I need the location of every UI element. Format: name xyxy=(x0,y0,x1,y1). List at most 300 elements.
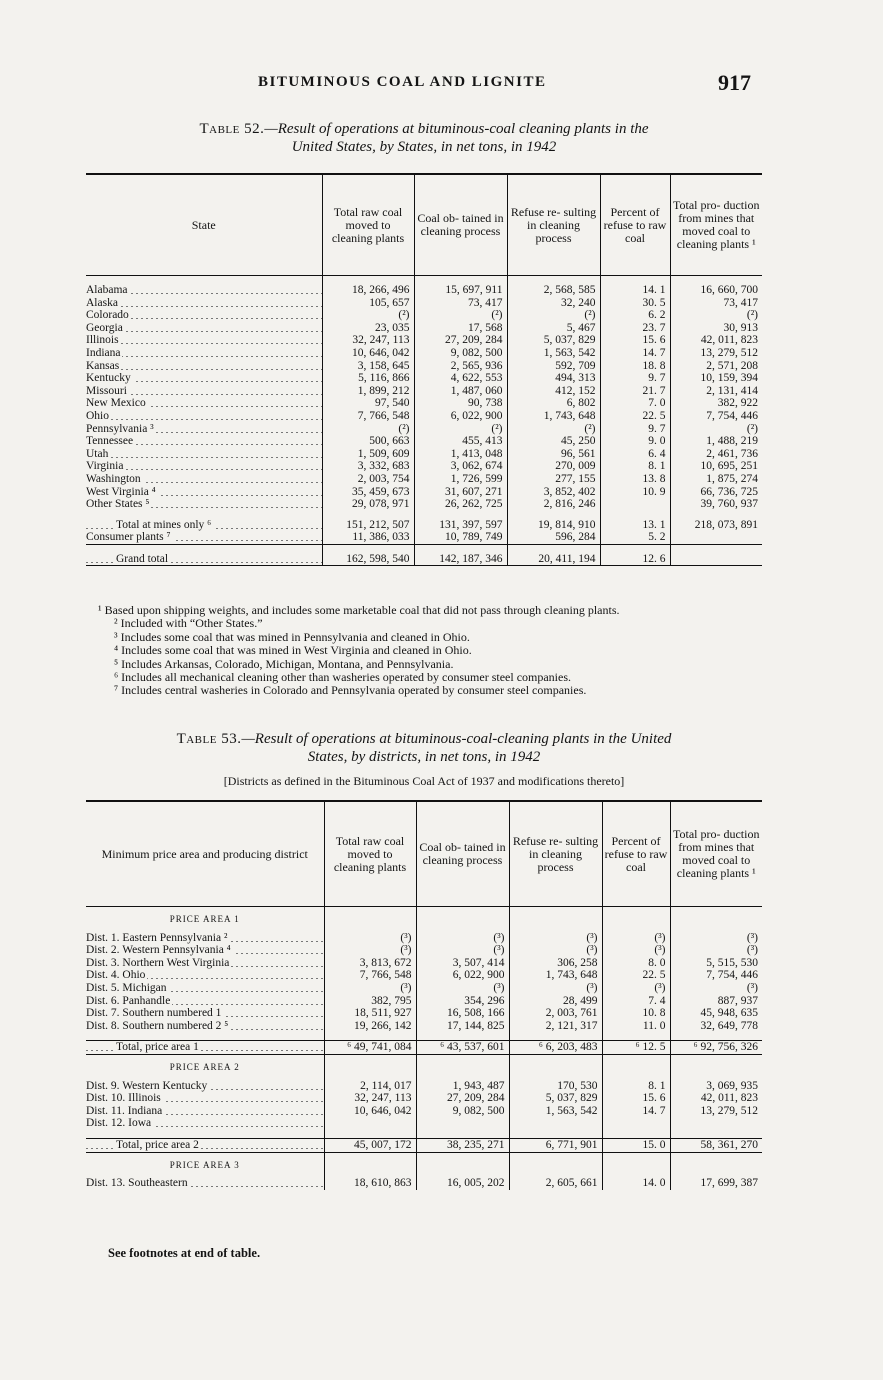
table-cell: 131, 397, 597 xyxy=(414,519,507,532)
state-row xyxy=(86,423,762,436)
row-label xyxy=(86,498,322,511)
table-cell: (³) xyxy=(602,982,670,995)
district-row xyxy=(86,944,762,957)
table-cell: 2, 114, 017 xyxy=(324,1080,416,1093)
row-label-text: Dist. 11. Indiana xyxy=(86,1104,163,1117)
table-cell: 12. 6 xyxy=(600,553,670,566)
row-label-text: Total, price area 1 xyxy=(116,1041,199,1054)
state-row xyxy=(86,297,762,310)
table-cell: (³) xyxy=(416,982,509,995)
table-cell: 218, 073, 891 xyxy=(670,519,762,532)
row-label xyxy=(86,297,322,310)
table-cell: (³) xyxy=(416,932,509,945)
spacer-cell xyxy=(602,1130,670,1139)
table-cell: 19, 266, 142 xyxy=(324,1020,416,1033)
table-cell: (²) xyxy=(670,309,762,322)
table-cell: 7, 766, 548 xyxy=(324,969,416,982)
table53-title-line2: States, by districts, in net tons, in 1942 xyxy=(307,749,541,765)
table-cell: 11, 386, 033 xyxy=(322,531,414,544)
table-cell: (²) xyxy=(414,309,507,322)
table-cell xyxy=(600,498,670,511)
spacer-cell xyxy=(600,544,670,553)
table-cell: 10, 789, 749 xyxy=(414,531,507,544)
row-label xyxy=(86,995,324,1008)
column-header: Refuse re- sulting in cleaning process xyxy=(509,801,602,907)
table-cell: 7. 0 xyxy=(600,397,670,410)
table52-caption xyxy=(86,120,762,156)
table-cell: 26, 262, 725 xyxy=(414,498,507,511)
table-cell: 1, 563, 542 xyxy=(509,1105,602,1118)
table-cell: 7, 766, 548 xyxy=(322,410,414,423)
column-header: Percent of refuse to raw coal xyxy=(602,801,670,907)
row-label-text: Dist. 6. Panhandle xyxy=(86,994,171,1007)
row-label-text: Other States ⁵ xyxy=(86,498,150,511)
state-row xyxy=(86,322,762,335)
table-cell: 1, 726, 599 xyxy=(414,473,507,486)
row-label xyxy=(86,1020,324,1033)
table-cell: 10. 8 xyxy=(602,1007,670,1020)
row-label xyxy=(86,448,322,461)
state-row xyxy=(86,448,762,461)
row-label xyxy=(86,1177,324,1190)
spacer-cell xyxy=(670,276,762,285)
row-label xyxy=(86,1092,324,1105)
table-cell: 31, 607, 271 xyxy=(414,486,507,499)
table-cell: 10, 646, 042 xyxy=(324,1105,416,1118)
spacer-row xyxy=(86,1130,762,1139)
footnote: ⁵ Includes Arkansas, Colorado, Michigan, Montana, and Pennsylvania. xyxy=(114,656,454,671)
table-cell: 8. 1 xyxy=(600,460,670,473)
table-cell: 5. 2 xyxy=(600,531,670,544)
footnote: ⁶ Includes all mechanical cleaning other than washeries operated by consumer steel companies. xyxy=(114,670,572,685)
spacer-cell xyxy=(324,1130,416,1139)
table-cell: (²) xyxy=(322,423,414,436)
row-label-text: Ohio xyxy=(86,409,109,422)
row-label-text: Grand total xyxy=(116,552,169,565)
table-cell: 3, 852, 402 xyxy=(507,486,600,499)
row-label xyxy=(86,284,322,297)
table-cell: ⁶ 12. 5 xyxy=(602,1041,670,1055)
total-row xyxy=(86,519,762,532)
table-cell: 66, 736, 725 xyxy=(670,486,762,499)
table-cell: 162, 598, 540 xyxy=(322,553,414,566)
table-cell: 1, 875, 274 xyxy=(670,473,762,486)
row-label-text: Illinois xyxy=(86,334,119,347)
table-cell: (³) xyxy=(324,932,416,945)
row-label xyxy=(86,473,322,486)
table-cell: 38, 235, 271 xyxy=(416,1138,509,1152)
table-cell: 5, 037, 829 xyxy=(507,334,600,347)
table-cell: 1, 743, 648 xyxy=(509,969,602,982)
district-row xyxy=(86,1117,762,1130)
table-cell: 15. 6 xyxy=(602,1092,670,1105)
row-label xyxy=(86,397,322,410)
spacer-cell xyxy=(670,511,762,519)
table-cell: (³) xyxy=(670,982,762,995)
spacer-cell xyxy=(414,544,507,553)
row-label xyxy=(86,385,322,398)
table-cell: 21. 7 xyxy=(600,385,670,398)
table-cell: 73, 417 xyxy=(670,297,762,310)
table-cell: 15. 0 xyxy=(602,1138,670,1152)
table-cell: 9. 7 xyxy=(600,372,670,385)
see-footnotes-note: See footnotes at end of table. xyxy=(108,1246,261,1260)
row-label-text: Utah xyxy=(86,447,109,460)
table-cell: 18, 266, 496 xyxy=(322,284,414,297)
table-cell: 16, 005, 202 xyxy=(416,1177,509,1190)
district-row xyxy=(86,1105,762,1118)
table52-header-row xyxy=(86,174,762,276)
table-cell: 6. 4 xyxy=(600,448,670,461)
table-cell: 8. 1 xyxy=(602,1080,670,1093)
district-row xyxy=(86,1080,762,1093)
row-label-text: Colorado xyxy=(86,309,129,322)
row-label xyxy=(86,1105,324,1118)
table-cell: 9. 0 xyxy=(600,435,670,448)
state-row xyxy=(86,486,762,499)
row-label xyxy=(86,932,324,945)
row-label-text: Indiana xyxy=(86,346,121,359)
row-label xyxy=(86,531,322,544)
footnote: ⁷ Includes central washeries in Colorado and Pennsylvania operated by consumer steel companies. xyxy=(114,683,587,698)
table-cell: 10, 159, 394 xyxy=(670,372,762,385)
spacer-cell xyxy=(670,907,762,932)
table-cell: (³) xyxy=(324,982,416,995)
table-cell: 96, 561 xyxy=(507,448,600,461)
table-cell: ⁶ 6, 203, 483 xyxy=(509,1041,602,1055)
table-cell: 32, 247, 113 xyxy=(324,1092,416,1105)
column-header: Total pro- duction from mines that moved coal to cleaning plants ¹ xyxy=(670,174,762,276)
row-label-text: Pennsylvania ³ xyxy=(86,422,154,435)
table-cell: 354, 296 xyxy=(416,995,509,1008)
table-cell: 7, 754, 446 xyxy=(670,969,762,982)
row-label-text: Dist. 8. Southern numbered 2 ⁵ xyxy=(86,1019,229,1032)
row-label-text: Virginia xyxy=(86,460,124,473)
grand-total-row xyxy=(86,553,762,566)
table52-title-line2: United States, by States, in net tons, in 1942 xyxy=(291,139,557,155)
table-cell: (²) xyxy=(670,423,762,436)
column-header: Coal ob- tained in cleaning process xyxy=(416,801,509,907)
spacer-cell xyxy=(416,907,509,932)
table-cell: 13, 279, 512 xyxy=(670,347,762,360)
spacer-cell xyxy=(86,1130,324,1139)
state-row xyxy=(86,347,762,360)
district-row xyxy=(86,1007,762,1020)
table-cell: 97, 540 xyxy=(322,397,414,410)
state-row xyxy=(86,284,762,297)
table-cell: 19, 814, 910 xyxy=(507,519,600,532)
footnote: ¹ Based upon shipping weights, and includes some marketable coal that did not pass through cleaning plants. xyxy=(98,603,620,617)
price-area-row xyxy=(86,907,762,932)
column-header: Refuse re- sulting in cleaning process xyxy=(507,174,600,276)
district-row xyxy=(86,1020,762,1033)
spacer-cell xyxy=(670,1054,762,1079)
table-cell xyxy=(670,1117,762,1130)
table-cell: 7. 4 xyxy=(602,995,670,1008)
row-label xyxy=(86,423,322,436)
table-cell: 1, 899, 212 xyxy=(322,385,414,398)
row-label-text: Dist. 10. Illinois xyxy=(86,1092,161,1105)
column-header: Total raw coal moved to cleaning plants xyxy=(322,174,414,276)
table-cell: 5, 467 xyxy=(507,322,600,335)
table-cell xyxy=(416,1117,509,1130)
row-label-text: Dist. 7. Southern numbered 1 xyxy=(86,1007,222,1020)
table-cell: 45, 250 xyxy=(507,435,600,448)
table52-label: Table 52. xyxy=(199,121,265,137)
district-row xyxy=(86,932,762,945)
table-cell xyxy=(670,553,762,566)
table-cell: 455, 413 xyxy=(414,435,507,448)
spacer-cell xyxy=(509,1130,602,1139)
table-cell: (²) xyxy=(507,309,600,322)
table-cell: 14. 1 xyxy=(600,284,670,297)
row-label xyxy=(86,944,324,957)
table-cell: (³) xyxy=(324,944,416,957)
row-label-text: Georgia xyxy=(86,321,123,334)
table-cell: 18. 8 xyxy=(600,360,670,373)
spacer-cell xyxy=(86,1032,324,1041)
table-cell: 6, 771, 901 xyxy=(509,1138,602,1152)
table-cell: 2, 571, 208 xyxy=(670,360,762,373)
table-cell: (³) xyxy=(602,932,670,945)
column-header: Coal ob- tained in cleaning process xyxy=(414,174,507,276)
state-row xyxy=(86,360,762,373)
row-label xyxy=(86,347,322,360)
spacer-cell xyxy=(322,511,414,519)
table-cell: 13. 1 xyxy=(600,519,670,532)
table53-header-row xyxy=(86,801,762,907)
spacer-cell xyxy=(670,1130,762,1139)
table-cell: 23, 035 xyxy=(322,322,414,335)
district-row xyxy=(86,969,762,982)
table-cell: 45, 948, 635 xyxy=(670,1007,762,1020)
table-cell: (³) xyxy=(416,944,509,957)
running-title: BITUMINOUS COAL AND LIGNITE xyxy=(258,74,547,90)
spacer-cell xyxy=(86,511,322,519)
row-label-text: Dist. 4. Ohio xyxy=(86,969,146,982)
table-cell: 16, 660, 700 xyxy=(670,284,762,297)
state-row xyxy=(86,460,762,473)
spacer-cell xyxy=(324,1054,416,1079)
spacer-cell xyxy=(414,276,507,285)
table-cell: 2, 565, 936 xyxy=(414,360,507,373)
table-cell: 3, 332, 683 xyxy=(322,460,414,473)
table-cell: 14. 7 xyxy=(600,347,670,360)
footnote: ³ Includes some coal that was mined in Pennsylvania and cleaned in Ohio. xyxy=(114,629,470,644)
spacer-cell xyxy=(600,276,670,285)
table-cell: 105, 657 xyxy=(322,297,414,310)
spacer-cell xyxy=(602,1152,670,1177)
table52-footnotes xyxy=(86,604,762,698)
row-label-text: Alaska xyxy=(86,296,118,309)
table-cell xyxy=(602,1117,670,1130)
state-row xyxy=(86,410,762,423)
table-cell: (³) xyxy=(670,944,762,957)
district-row xyxy=(86,1177,762,1190)
table-cell: 596, 284 xyxy=(507,531,600,544)
table52-body xyxy=(86,276,762,566)
row-label-text: Dist. 1. Eastern Pennsylvania ² xyxy=(86,931,228,944)
table-cell: 29, 078, 971 xyxy=(322,498,414,511)
state-row xyxy=(86,334,762,347)
table-cell: 39, 760, 937 xyxy=(670,498,762,511)
row-label xyxy=(86,486,322,499)
table-cell: 15, 697, 911 xyxy=(414,284,507,297)
spacer-cell xyxy=(324,907,416,932)
row-label-text: Kentucky xyxy=(86,372,131,385)
table-cell: 6. 2 xyxy=(600,309,670,322)
row-label xyxy=(86,982,324,995)
table-cell: 13. 8 xyxy=(600,473,670,486)
column-header: Total pro- duction from mines that moved coal to cleaning plants ¹ xyxy=(670,801,762,907)
table-cell: ⁶ 92, 756, 326 xyxy=(670,1041,762,1055)
table-cell: (³) xyxy=(509,944,602,957)
table-cell: 1, 413, 048 xyxy=(414,448,507,461)
table-cell: 5, 515, 530 xyxy=(670,957,762,970)
table-cell: 6, 802 xyxy=(507,397,600,410)
price-area-label: PRICE AREA 3 xyxy=(169,1159,240,1170)
table-cell: 9, 082, 500 xyxy=(414,347,507,360)
table-cell: 90, 738 xyxy=(414,397,507,410)
table-cell: 10. 9 xyxy=(600,486,670,499)
row-label xyxy=(86,1138,324,1152)
price-area-row xyxy=(86,1152,762,1177)
table-cell: 2, 131, 414 xyxy=(670,385,762,398)
table-cell: 30, 913 xyxy=(670,322,762,335)
spacer-cell xyxy=(509,1054,602,1079)
row-label-text: Total at mines only ⁶ xyxy=(116,518,212,531)
row-label-text: Washington xyxy=(86,472,141,485)
spacer-row xyxy=(86,276,762,285)
row-label-text: Kansas xyxy=(86,359,120,372)
spacer-cell xyxy=(86,544,322,553)
table-cell: 3, 069, 935 xyxy=(670,1080,762,1093)
spacer-cell xyxy=(509,1152,602,1177)
table-cell: 35, 459, 673 xyxy=(322,486,414,499)
table53 xyxy=(86,800,762,1190)
table53-body xyxy=(86,907,762,1190)
table-cell: 17, 144, 825 xyxy=(416,1020,509,1033)
area-total-row xyxy=(86,1138,762,1152)
spacer-cell xyxy=(602,1054,670,1079)
table-cell: 4, 622, 553 xyxy=(414,372,507,385)
table-cell: 15. 6 xyxy=(600,334,670,347)
column-header: Total raw coal moved to cleaning plants xyxy=(324,801,416,907)
state-row xyxy=(86,473,762,486)
row-label-text: Dist. 12. Iowa xyxy=(86,1117,152,1130)
column-header: Percent of refuse to raw coal xyxy=(600,174,670,276)
table-cell: 1, 509, 609 xyxy=(322,448,414,461)
table-cell: 382, 795 xyxy=(324,995,416,1008)
table-cell: 18, 610, 863 xyxy=(324,1177,416,1190)
table-cell: 1, 743, 648 xyxy=(507,410,600,423)
consumer-row xyxy=(86,531,762,544)
table-cell: 1, 488, 219 xyxy=(670,435,762,448)
table-cell: 18, 511, 927 xyxy=(324,1007,416,1020)
table-cell: 32, 240 xyxy=(507,297,600,310)
price-area-row xyxy=(86,1054,762,1079)
table-cell: (³) xyxy=(509,982,602,995)
footnote: ⁴ Includes some coal that was mined in West Virginia and cleaned in Ohio. xyxy=(114,643,472,658)
table-cell: 14. 7 xyxy=(602,1105,670,1118)
spacer-cell xyxy=(670,1032,762,1041)
table-cell: 13, 279, 512 xyxy=(670,1105,762,1118)
table-cell: 27, 209, 284 xyxy=(414,334,507,347)
row-label xyxy=(86,309,322,322)
row-label xyxy=(86,372,322,385)
spacer-cell xyxy=(416,1032,509,1041)
row-label-text: Dist. 9. Western Kentucky xyxy=(86,1079,208,1092)
table-cell: (²) xyxy=(507,423,600,436)
row-label-text: Alabama xyxy=(86,284,128,296)
table-cell: 5, 116, 866 xyxy=(322,372,414,385)
spacer-cell xyxy=(507,276,600,285)
table-cell: 306, 258 xyxy=(509,957,602,970)
spacer-cell xyxy=(600,511,670,519)
district-row xyxy=(86,957,762,970)
spacer-cell xyxy=(322,544,414,553)
spacer-cell xyxy=(670,544,762,553)
table-cell: 382, 922 xyxy=(670,397,762,410)
row-label xyxy=(86,1080,324,1093)
table-cell: 30. 5 xyxy=(600,297,670,310)
row-label-text: Dist. 3. Northern West Virginia xyxy=(86,956,230,969)
table-cell: 2, 568, 585 xyxy=(507,284,600,297)
table-cell: 14. 0 xyxy=(602,1177,670,1190)
table-cell: 1, 563, 542 xyxy=(507,347,600,360)
table-cell: 10, 695, 251 xyxy=(670,460,762,473)
row-label xyxy=(86,957,324,970)
table53-title-line1: —Result of operations at bituminous-coal-cleaning plants in the United xyxy=(241,731,672,747)
row-label xyxy=(86,1007,324,1020)
table-cell: 9, 082, 500 xyxy=(416,1105,509,1118)
spacer-cell xyxy=(602,1032,670,1041)
spacer-cell xyxy=(416,1130,509,1139)
spacer-cell xyxy=(86,276,322,285)
row-label-text: New Mexico xyxy=(86,397,146,410)
district-row xyxy=(86,1092,762,1105)
row-label-text: Dist. 2. Western Pennsylvania ⁴ xyxy=(86,944,231,957)
district-row xyxy=(86,995,762,1008)
table-cell: 151, 212, 507 xyxy=(322,519,414,532)
table-cell: 1, 487, 060 xyxy=(414,385,507,398)
state-row xyxy=(86,435,762,448)
spacer-cell xyxy=(416,1054,509,1079)
table53-label: Table 53. xyxy=(176,731,242,747)
column-header: Minimum price area and producing district xyxy=(86,801,324,907)
table-cell: ⁶ 43, 537, 601 xyxy=(416,1041,509,1055)
row-label-text: Dist. 5. Michigan xyxy=(86,981,167,994)
row-label-text: Dist. 13. Southeastern xyxy=(86,1177,188,1190)
spacer-cell xyxy=(324,1152,416,1177)
table52-title-line1: —Result of operations at bituminous-coal cleaning plants in the xyxy=(264,121,649,137)
table-cell: 22. 5 xyxy=(600,410,670,423)
spacer-cell xyxy=(324,1032,416,1041)
column-header: State xyxy=(86,174,322,276)
row-label xyxy=(86,334,322,347)
spacer-cell xyxy=(414,511,507,519)
spacer-cell xyxy=(670,1152,762,1177)
table-cell: (²) xyxy=(322,309,414,322)
table-cell xyxy=(509,1117,602,1130)
row-label xyxy=(86,519,322,532)
row-label-text: Total, price area 2 xyxy=(116,1138,199,1151)
area-total-row xyxy=(86,1041,762,1055)
table-cell: 58, 361, 270 xyxy=(670,1138,762,1152)
table-cell: 3, 158, 645 xyxy=(322,360,414,373)
state-row xyxy=(86,372,762,385)
table-cell: 142, 187, 346 xyxy=(414,553,507,566)
